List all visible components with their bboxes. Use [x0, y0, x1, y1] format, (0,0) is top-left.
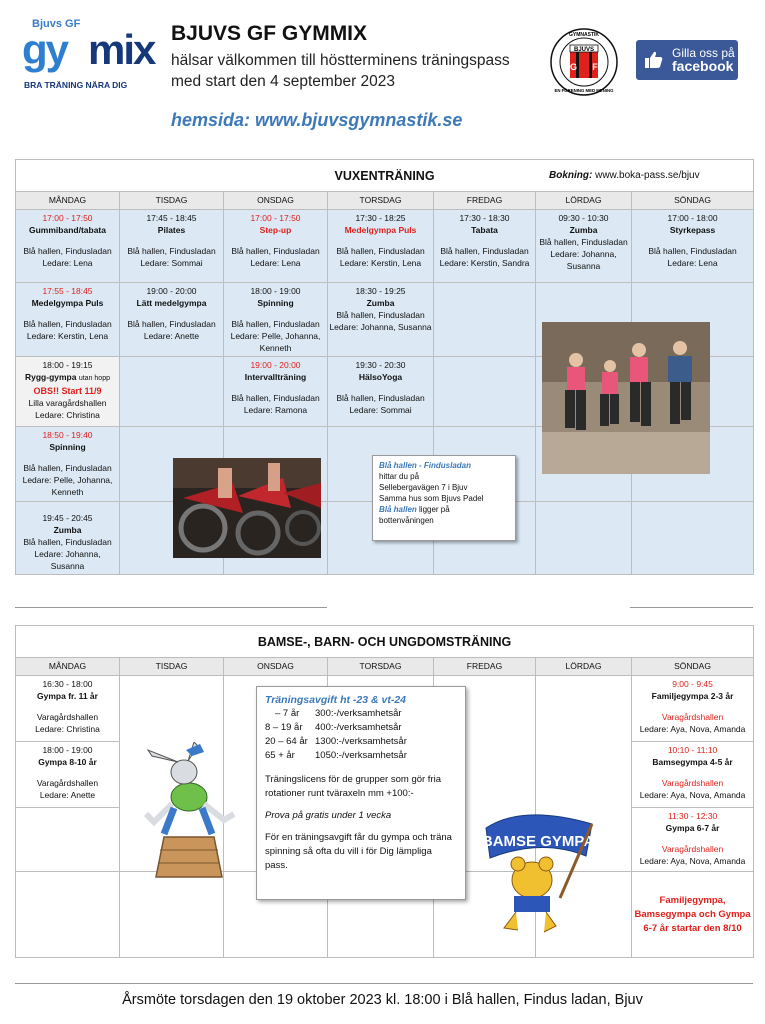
class-cell: [536, 210, 632, 283]
class-time: 17:45 - 18:45: [146, 213, 197, 223]
class-leader: Ledare: Johanna, Susanna: [550, 249, 617, 271]
class-name: Gympa 6-7 år: [665, 823, 720, 833]
class-name: Familjegympa 2-3 år: [651, 691, 734, 701]
class-cell: [632, 808, 754, 872]
class-leader: Ledare: Sommai: [140, 258, 203, 268]
class-cell: [120, 283, 224, 357]
class-name: Zumba: [366, 298, 395, 308]
class-name: Gympa 8-10 år: [38, 757, 97, 767]
fee-row: [265, 735, 457, 749]
class-name: Medelgympa Puls: [344, 225, 417, 235]
class-name: Bamsegympa 4-5 år: [652, 757, 733, 767]
class-location: Blå hallen, Findusladan: [231, 246, 320, 256]
day-header: SÖNDAG: [632, 658, 754, 676]
class-location: Blå hallen, Findusladan: [23, 463, 112, 473]
fee-info-box: [256, 686, 466, 900]
seal-name: BJUVS: [573, 47, 595, 53]
class-name: Pilates: [157, 225, 186, 235]
fee-age: 8 – 19 år: [265, 722, 303, 733]
empty-cell: [434, 357, 536, 427]
empty-cell: [120, 357, 224, 427]
fee-description: För en träningsavgift får du gympa och träna spinning så ofta du vill i för Dig lämpliga pass.: [265, 832, 452, 871]
bunny-illustration: [134, 742, 244, 882]
class-leader: Ledare: Kerstin, Lena: [26, 331, 109, 341]
class-location: Varagårdshallen: [36, 712, 99, 722]
fee-price: 1050:-/verksamhetsår: [315, 750, 407, 761]
class-leader: Ledare: Lena: [42, 258, 93, 268]
empty-cell: [16, 872, 120, 958]
logo-tagline: BRA TRÄNING NÄRA DIG: [24, 80, 128, 90]
website-link[interactable]: hemsida: www.bjuvsgymnastik.se: [171, 110, 463, 130]
fee-title: Träningsavgift ht -23 & vt-24: [265, 694, 407, 706]
section-divider-left: [15, 607, 327, 608]
logo-gym-text: gy: [22, 26, 68, 73]
facebook-like-button[interactable]: [636, 40, 738, 80]
info-heading: Blå hallen - Findusladan: [379, 461, 472, 470]
booking-link[interactable]: www.boka-pass.se/bjuv: [595, 170, 700, 181]
class-location: Blå hallen, Findusladan: [648, 246, 737, 256]
booking-label: Bokning:: [549, 170, 593, 181]
class-location: Blå hallen, Findusladan: [440, 246, 529, 256]
start-note: Familjegympa, Bamsegympa och Gympa 6-7 år startar den 8/10: [634, 894, 751, 934]
empty-cell: [536, 502, 632, 575]
class-location: Blå hallen, Findusladan: [336, 310, 425, 320]
class-cell: [16, 502, 120, 575]
class-time: 18:00 - 19:15: [42, 360, 93, 370]
class-leader: Ledare: Christina: [35, 410, 100, 420]
day-header: SÖNDAG: [632, 192, 754, 210]
class-leader: Ledare: Johanna, Susanna: [34, 549, 101, 571]
class-time: 10:10 - 11:10: [667, 745, 718, 755]
class-location: Blå hallen, Findusladan: [23, 246, 112, 256]
class-leader: Ledare: Pelle, Johanna, Kenneth: [22, 475, 113, 497]
spinning-bikes-photo: [173, 458, 321, 558]
class-time: 16:30 - 18:00: [42, 679, 93, 689]
class-location: Blå hallen, Findusladan: [336, 246, 425, 256]
class-time: 17:00 - 17:50: [250, 213, 301, 223]
day-header: FREDAG: [434, 658, 536, 676]
class-leader: Ledare: Ramona: [243, 405, 308, 415]
obs-start-note: OBS!! Start 11/9: [33, 386, 102, 396]
info-line: ligger på: [416, 505, 450, 514]
fee-age: 20 – 64 år: [265, 736, 308, 747]
class-name: Spinning: [257, 298, 294, 308]
class-time: 17:30 - 18:25: [355, 213, 406, 223]
class-location: Blå hallen, Findusladan: [127, 319, 216, 329]
class-time: 19:00 - 20:00: [250, 360, 301, 370]
info-line: hittar du på: [379, 472, 420, 481]
class-leader: Ledare: Lena: [250, 258, 301, 268]
class-name: Gympa fr. 11 år: [37, 691, 98, 701]
class-leader: Ledare: Kerstin, Sandra: [439, 258, 530, 268]
class-name: Step-up: [259, 225, 292, 235]
adult-title-text: VUXENTRÄNING: [334, 168, 435, 183]
seal-bottom-text: EN FÖRENING MED MENING: [554, 88, 614, 93]
seal-f: F: [592, 62, 598, 72]
class-time: 17:30 - 18:30: [459, 213, 510, 223]
class-name: Zumba: [569, 225, 598, 235]
logo-club-name: Bjuvs GF: [32, 18, 81, 30]
day-header: MÅNDAG: [16, 658, 120, 676]
class-cell: [16, 283, 120, 357]
class-name: Styrkepass: [669, 225, 716, 235]
class-time: 17:00 - 18:00: [667, 213, 718, 223]
empty-cell: [120, 872, 224, 958]
class-time: 18:50 - 19:40: [42, 430, 93, 440]
fee-trial-note: Prova på gratis under 1 vecka: [265, 810, 392, 821]
club-seal-logo: [550, 28, 618, 96]
fee-price: 400:-/verksamhetsår: [315, 722, 402, 733]
class-leader: Ledare: Kerstin, Lena: [339, 258, 422, 268]
class-cell: [632, 742, 754, 808]
class-name: Tabata: [471, 225, 498, 235]
class-cell: [632, 210, 754, 283]
class-cell: [328, 357, 434, 427]
class-leader: Ledare: Anette: [39, 790, 96, 800]
class-leader: Ledare: Lena: [667, 258, 718, 268]
footer-divider: [15, 983, 753, 984]
class-name-text: Rygg-gympa: [24, 372, 77, 382]
class-leader: Ledare: Christina: [35, 724, 100, 734]
empty-cell: [434, 283, 536, 357]
class-cell: [16, 427, 120, 502]
class-name: Intervallträning: [244, 372, 307, 382]
class-leader: Ledare: Aya, Nova, Amanda: [639, 790, 746, 800]
day-header: MÅNDAG: [16, 192, 120, 210]
bamse-gympa-illustration: [482, 808, 606, 936]
gymmix-logo: [22, 18, 157, 98]
class-time: 18:00 - 19:00: [250, 286, 301, 296]
class-time: 17:00 - 17:50: [42, 213, 93, 223]
class-cell: [224, 357, 328, 427]
thumbs-up-icon: [644, 50, 664, 70]
class-leader: Ledare: Aya, Nova, Amanda: [639, 856, 746, 866]
class-name-note: utan hopp: [78, 375, 110, 382]
class-cell: [16, 210, 120, 283]
class-time: 19:00 - 20:00: [146, 286, 197, 296]
class-cell: [632, 676, 754, 742]
class-time: 19:30 - 20:30: [355, 360, 406, 370]
info-line: bottenvåningen: [379, 516, 434, 525]
class-leader: Ledare: Sommai: [349, 405, 412, 415]
location-info-box: [372, 455, 516, 541]
class-location: Varagårdshallen: [661, 778, 724, 788]
start-note-cell: [632, 872, 754, 958]
class-location: Blå hallen, Findusladan: [231, 393, 320, 403]
class-location: Varagårdshallen: [36, 778, 99, 788]
class-name: Gummiband/tabata: [29, 225, 106, 235]
fee-license-note: Träningslicens för de grupper som gör fria rotationer runt tväraxeln mm +100:-: [265, 774, 442, 799]
class-name: Lätt medelgympa: [136, 298, 207, 308]
fee-price: 1300:-/verksamhetsår: [315, 736, 407, 747]
class-cell: [16, 357, 120, 427]
day-header: FREDAG: [434, 192, 536, 210]
class-leader: Ledare: Johanna, Susanna: [329, 322, 432, 332]
fee-row: [265, 721, 457, 735]
day-header: TORSDAG: [328, 192, 434, 210]
class-location: Blå hallen, Findusladan: [231, 319, 320, 329]
class-name: Medelgympa Puls: [31, 298, 104, 308]
seal-top-text: GYMNASTIK: [569, 32, 599, 38]
class-time: 09:30 - 10:30: [558, 213, 609, 223]
class-location: Blå hallen, Findusladan: [539, 237, 628, 247]
children-section-title: [16, 626, 754, 658]
day-header: TISDAG: [120, 658, 224, 676]
fee-price: 300:-/verksamhetsår: [315, 708, 402, 719]
jumping-people-photo: [542, 322, 710, 474]
section-divider-right: [630, 607, 753, 608]
class-cell: [328, 283, 434, 357]
class-leader: Ledare: Aya, Nova, Amanda: [639, 724, 746, 734]
class-time: 17:55 - 18:45: [42, 286, 93, 296]
class-name: [17, 371, 118, 385]
class-location: Varagårdshallen: [661, 712, 724, 722]
class-name: Spinning: [49, 442, 86, 452]
class-location: Lilla varagårdshallen: [28, 398, 107, 408]
page-title: BJUVS GF GYMMIX: [171, 22, 368, 45]
bamse-banner-text: BAMSE GYMPA: [482, 833, 595, 850]
empty-cell: [16, 808, 120, 872]
fee-age: 65 + år: [265, 750, 295, 761]
class-location: Blå hallen, Findusladan: [23, 319, 112, 329]
class-cell: [16, 742, 120, 808]
annual-meeting-notice: Årsmöte torsdagen den 19 oktober 2023 kl. 18:00 i Blå hallen, Findus ladan, Bjuv: [122, 992, 643, 1008]
class-name: HälsoYoga: [358, 372, 403, 382]
welcome-line-1: hälsar välkommen till höstterminens träningspass: [171, 52, 510, 69]
class-time: 9:00 - 9:45: [672, 679, 713, 689]
fee-row: [265, 707, 457, 721]
empty-cell: [632, 502, 754, 575]
class-cell: [328, 210, 434, 283]
class-name: Zumba: [53, 525, 82, 535]
class-time: 18:30 - 19:25: [355, 286, 406, 296]
class-cell: [224, 283, 328, 357]
day-header: ONSDAG: [224, 658, 328, 676]
info-line: Samma hus som Bjuvs Padel: [379, 494, 484, 503]
class-cell: [16, 676, 120, 742]
class-location: Varagårdshallen: [661, 844, 724, 854]
booking-info: [549, 170, 700, 181]
facebook-wordmark: facebook: [672, 58, 734, 74]
class-location: Blå hallen, Findusladan: [23, 537, 112, 547]
day-header: ONSDAG: [224, 192, 328, 210]
day-header: LÖRDAG: [536, 658, 632, 676]
class-leader: Ledare: Anette: [143, 331, 200, 341]
fee-age: – 7 år: [275, 708, 300, 719]
info-hall-name: Blå hallen: [379, 505, 417, 514]
class-location: Blå hallen, Findusladan: [336, 393, 425, 403]
class-cell: [224, 210, 328, 283]
children-title-text: BAMSE-, BARN- OCH UNGDOMSTRÄNING: [257, 634, 512, 649]
day-header: TISDAG: [120, 192, 224, 210]
facebook-like-text: Gilla oss på: [672, 46, 735, 60]
day-header: TORSDAG: [328, 658, 434, 676]
class-cell: [434, 210, 536, 283]
class-location: Blå hallen, Findusladan: [127, 246, 216, 256]
day-header: LÖRDAG: [536, 192, 632, 210]
class-time: 11:30 - 12:30: [667, 811, 718, 821]
fee-row: [265, 749, 457, 763]
logo-mix-text: mix: [88, 26, 155, 73]
welcome-line-2: med start den 4 september 2023: [171, 73, 396, 90]
class-time: 18:00 - 19:00: [42, 745, 93, 755]
class-cell: [120, 210, 224, 283]
seal-g: G: [569, 62, 578, 72]
info-address: Sellebergavägen 7 i Bjuv: [379, 483, 468, 492]
class-leader: Ledare: Pelle, Johanna, Kenneth: [230, 331, 321, 353]
class-time: 19:45 - 20:45: [42, 513, 93, 523]
